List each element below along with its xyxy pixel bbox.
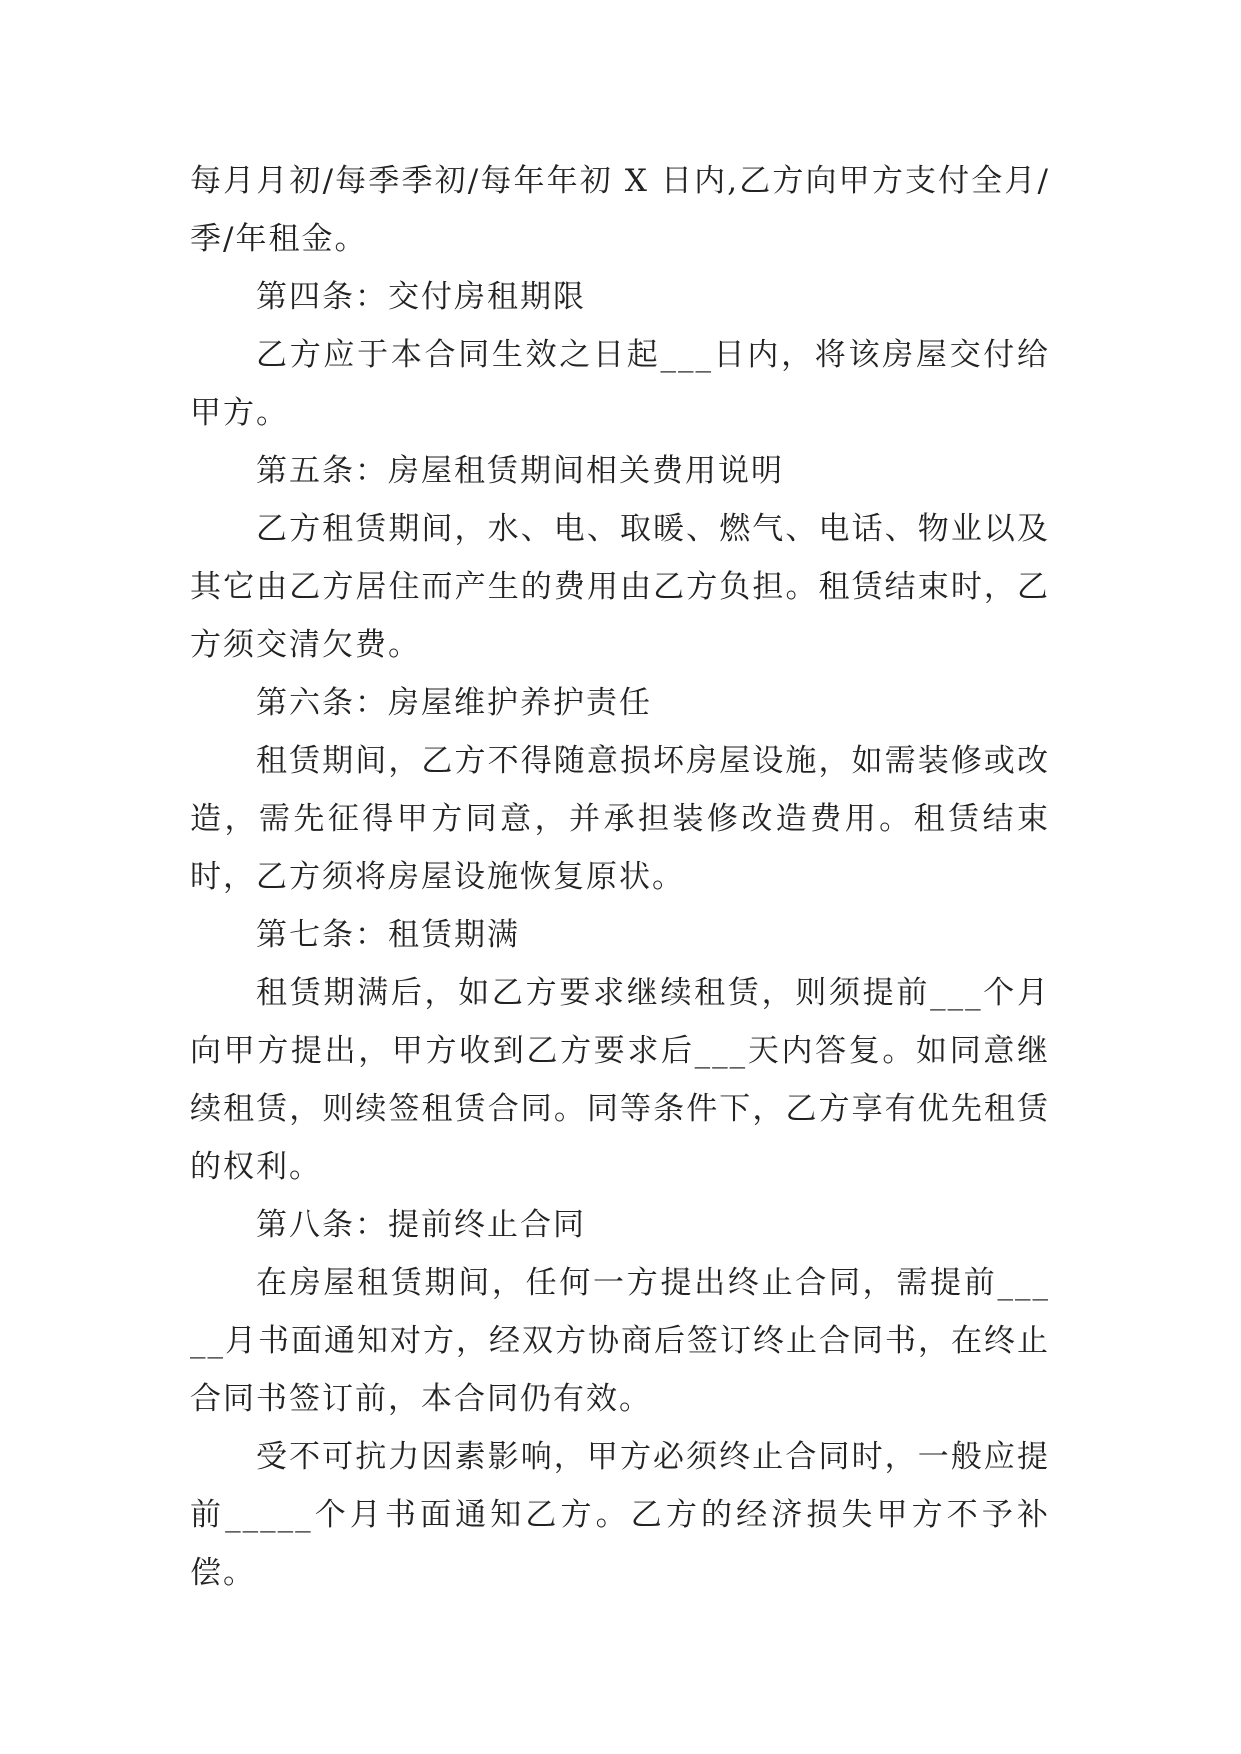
paragraph-article-6: 租赁期间，乙方不得随意损坏房屋设施，如需装修或改造，需先征得甲方同意，并承担装修改造费用。租赁结束时，乙方须将房屋设施恢复原状。 <box>190 743 1050 895</box>
heading-article-7: 第七条：租赁期满 <box>256 917 520 953</box>
heading-article-5: 第五条：房屋租赁期间相关费用说明 <box>256 453 784 489</box>
document-body <box>190 152 1050 1602</box>
heading-article-6: 第六条：房屋维护养护责任 <box>256 685 652 721</box>
paragraph-article-4: 乙方应于本合同生效之日起___日内，将该房屋交付给甲方。 <box>190 337 1050 431</box>
paragraph-article-5: 乙方租赁期间，水、电、取暖、燃气、电话、物业以及其它由乙方居住而产生的费用由乙方负担。租赁结束时，乙方须交清欠费。 <box>190 511 1050 663</box>
paragraph-article-7: 租赁期满后，如乙方要求继续租赁，则须提前___个月向甲方提出，甲方收到乙方要求后___天内答复。如同意继续租赁，则续签租赁合同。同等条件下，乙方享有优先租赁的权利。 <box>190 975 1050 1185</box>
heading-article-8: 第八条：提前终止合同 <box>256 1207 586 1243</box>
paragraph-rent-payment-time: 每月月初/每季季初/每年年初 X 日内,乙方向甲方支付全月/季/年租金。 <box>190 163 1050 257</box>
heading-article-4: 第四条：交付房租期限 <box>256 279 586 315</box>
paragraph-article-8-termination: 在房屋租赁期间，任何一方提出终止合同，需提前_____月书面通知对方，经双方协商后签订终止合同书，在终止合同书签订前，本合同仍有效。 <box>190 1265 1050 1417</box>
paragraph-article-8-force-majeure: 受不可抗力因素影响，甲方必须终止合同时，一般应提前_____个月书面通知乙方。乙方的经济损失甲方不予补偿。 <box>190 1439 1050 1591</box>
